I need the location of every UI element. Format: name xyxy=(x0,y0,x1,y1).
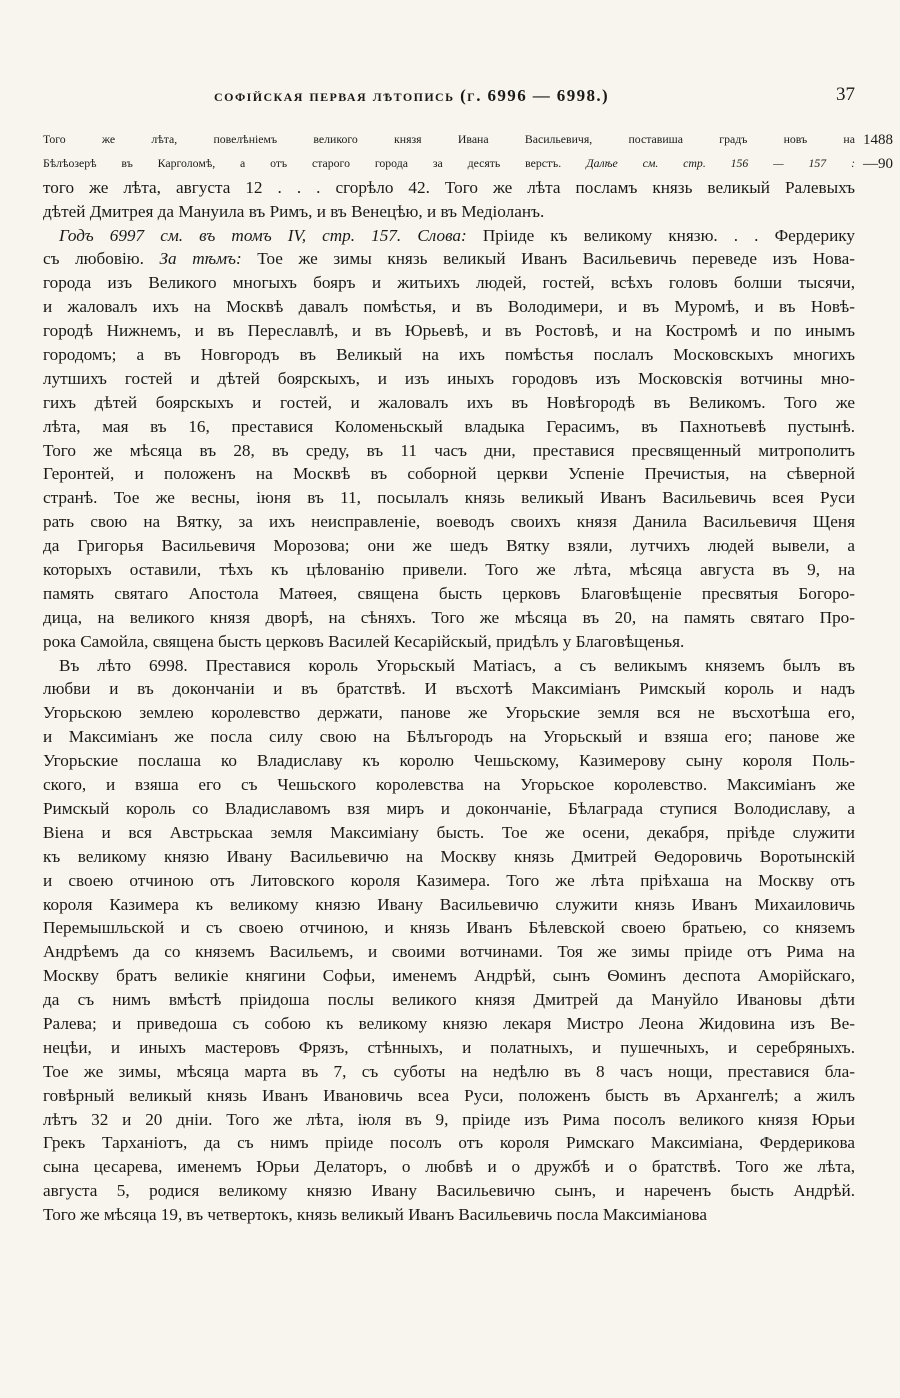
text-line: рать свою на Вятку, за ихъ неисправленіе, воеводъ своихъ князя Данила Васильевичя Щеня xyxy=(43,512,855,532)
text-line: городѣ Нижнемъ, и въ Переславлѣ, и въ Юрьевѣ, и въ Ростовѣ, и на Костромѣ и по инымъ xyxy=(43,321,855,341)
text-line: говѣрный великый князь Иванъ Ивановичь всеа Руси, положенъ бысть въ Архангелѣ; а жилъ xyxy=(43,1085,855,1105)
page-number: 37 xyxy=(836,84,855,105)
text-line: Бѣлѣозерѣ въ Карголомѣ, а отъ старого города за десять верстъ. Далѣе см. стр. 156 — 157 : —90 xyxy=(43,152,855,176)
text-line: городомъ; а въ Новгородъ въ Великый на ихъ помѣстья послалъ Московскыхъ многихъ xyxy=(43,345,855,365)
text-line: города изъ Великого многыхъ бояръ и житьихъ людей, гостей, всѣхъ головъ болши тысячи, xyxy=(43,273,855,293)
text-line: ского, и взяша его съ Чешьского королевства на Угорьское королевство. Максиміанъ же xyxy=(43,775,855,795)
text-line: дица, на великого князя дворѣ, на сѣняхъ. Того же мѣсяца въ 20, на память святаго Про- xyxy=(43,607,855,627)
text-line: странѣ. Тое же весны, іюня въ 11, посылалъ князь великый Иванъ Васильевичь всея Руси xyxy=(43,488,855,508)
text-line: лѣта, мая въ 16, преставися Коломеньскый владыка Герасимъ, въ Пахнотьевѣ пустынѣ. xyxy=(43,416,855,436)
text-line: Андрѣемъ да со княземъ Васильемъ, и своими вотчинами. Тоя же зимы пріиде отъ Рима на xyxy=(43,942,855,962)
text-line: короля Казимера къ великому князю Ивану Васильевичю служити князь Иванъ Михаиловичь xyxy=(43,894,855,914)
text-line: лутшихъ гостей и дѣтей боярскыхъ, и изъ иныхъ городовъ изъ Московскія вотчины мно- xyxy=(43,368,855,388)
text-line: дѣтей Дмитрея да Мануила въ Римъ, и въ Венецѣю, и въ Медіоланъ. xyxy=(43,201,545,221)
margin-year-note: 1488 xyxy=(863,132,893,148)
editorial-reference: Далѣе см. стр. 156 — 157 : xyxy=(586,155,855,170)
text-line: Тое же зимы, мѣсяца марта въ 7, съ суботы на недѣлю въ 8 часъ нощи, преставися бла- xyxy=(43,1061,855,1081)
text-line: сына цесарева, именемъ Юрьи Делаторъ, о любвѣ и о дружбѣ и о братствѣ. Того же лѣта, xyxy=(43,1157,855,1177)
text-line: Віена и вся Австрьскаа земля Максиміану бысть. Тое же осени, декабря, пріѣде служити xyxy=(43,822,855,842)
editorial-reference: За тѣмъ: xyxy=(159,249,242,269)
text-line: Въ лѣто 6998. Преставися король Угорьскый Матіасъ, а съ великымъ княземъ былъ въ xyxy=(59,655,855,675)
text-line: рока Самойла, священа бысть церковъ Василей Кесарійскый, придѣлъ у Благовѣщенья. xyxy=(43,631,685,651)
chronicle-text xyxy=(43,128,893,1227)
text-line: Перемышльской и съ своею отчиною, и князь Иванъ Бѣлевской своею братьею, со княземъ xyxy=(43,918,855,938)
text-line: Годъ 6997 см. въ томъ IV, стр. 157. Слова: Пріиде къ великому князю. . . Фердерику xyxy=(59,225,856,245)
text-line: Угорьскою землею королевство держати, панове же Угорьские земля вся не въсхотѣша его, xyxy=(43,703,855,723)
text-line: да Григорья Васильевичя Морозова; они же шедъ Вятку взяли, лутчихъ людей вывели, а xyxy=(43,536,855,556)
text-line: Геронтей, и положенъ на Москвѣ въ соборной церкви Успеніе Пречистыя, на сѣверной xyxy=(43,464,855,484)
text-line: и своею отчиною отъ Литовского короля Казимера. Того же лѣта пріѣхаша на Москву отъ xyxy=(43,870,855,890)
text-line: и Максиміанъ же посла силу свою на Бѣлъгородъ на Угорьскый и взяша его; панове же xyxy=(43,727,855,747)
margin-year-note: —90 xyxy=(863,155,893,172)
text-line: гихъ дѣтей боярскыхъ и гостей, и жаловалъ ихъ въ Новѣгородѣ въ Великомъ. Того же xyxy=(43,392,855,412)
running-head: софійская первая лѣтопись (г. 6996 — 6998.) xyxy=(214,86,610,105)
text-line: Грекъ Тарханіотъ, да съ нимъ пріиде посолъ отъ короля Римскаго Максиміана, Фердерикова xyxy=(43,1133,855,1153)
text-line: съ любовію. За тѣмъ: Тое же зимы князь великый Иванъ Васильевичь переведе изъ Нова- xyxy=(43,249,855,269)
text-line: да съ нимъ вмѣстѣ пріидоша послы великого князя Дмитрей да Мануйло Ивановы дѣти xyxy=(43,990,855,1010)
text-line: Того же мѣсяца 19, въ четвертокъ, князь великый Иванъ Васильевичь посла Максиміанова xyxy=(43,1205,708,1225)
text-line: которыхъ оставили, тѣхъ къ цѣлованію привели. Того же лѣта, мѣсяца августа въ 9, на xyxy=(43,560,855,580)
text-line: Угорьские послаша ко Владиславу къ королю Чешьскому, Казимерову сыну короля Поль- xyxy=(43,751,855,771)
text-line: лѣтъ 32 и 20 дніи. Того же лѣта, іюля въ 9, пріиде изъ Рима посолъ великого князя Юрьи xyxy=(43,1109,855,1129)
text-line: Москву братъ великіе княгини Софьи, именемъ Андрѣй, сынъ Ѳоминъ деспота Аморійскаго, xyxy=(43,966,855,986)
text-line: къ великому князю Ивану Васильевичю на Москву князь Дмитрей Ѳедоровичь Воротынскій xyxy=(43,846,855,866)
text-line: нецѣи, и иныхъ мастеровъ Фрязъ, стѣнныхъ, и полатныхъ, и пушечныхъ, и серебряныхъ. xyxy=(43,1037,855,1057)
text-line: и жаловалъ ихъ на Москвѣ давалъ помѣстья, и въ Володимери, и въ Муромѣ, и въ Новѣ- xyxy=(43,297,855,317)
editorial-reference: Годъ 6997 см. въ томъ IV, стр. 157. Слова: xyxy=(59,225,467,245)
text-line: августа 5, родися великому князю Ивану Васильевичю сынъ, и нареченъ бысть Андрѣй. xyxy=(43,1181,855,1201)
text-line: того же лѣта, августа 12 . . . сгорѣло 42. Того же лѣта посламъ князь великый Ралевыхъ xyxy=(43,177,855,197)
text-line: Ралева; и приведоша съ собою къ великому князю лекаря Мистро Леона Жидовина изъ Ве- xyxy=(43,1013,855,1033)
text-line: любви и въ докончаніи и въ братствѣ. И въсхотѣ Максиміанъ Римскый король и надъ xyxy=(43,679,855,699)
text-line: Того же лѣта, повелѣніемъ великого князя Ивана Васильевичя, поставиша градъ новъ на 1488 xyxy=(43,128,855,152)
text-line: Римскый король со Владиславомъ взя миръ и докончаніе, Бѣлаграда ступися Володиславу, а xyxy=(43,798,855,818)
page-header xyxy=(0,86,900,112)
text-line: Того же мѣсяца въ 28, въ среду, въ 11 часъ дни, преставися пресвященный митрополитъ xyxy=(43,440,855,460)
text-line: память святаго Апостола Матѳея, священа бысть церковъ Благовѣщеніе пресвятыя Богоро- xyxy=(43,583,855,603)
